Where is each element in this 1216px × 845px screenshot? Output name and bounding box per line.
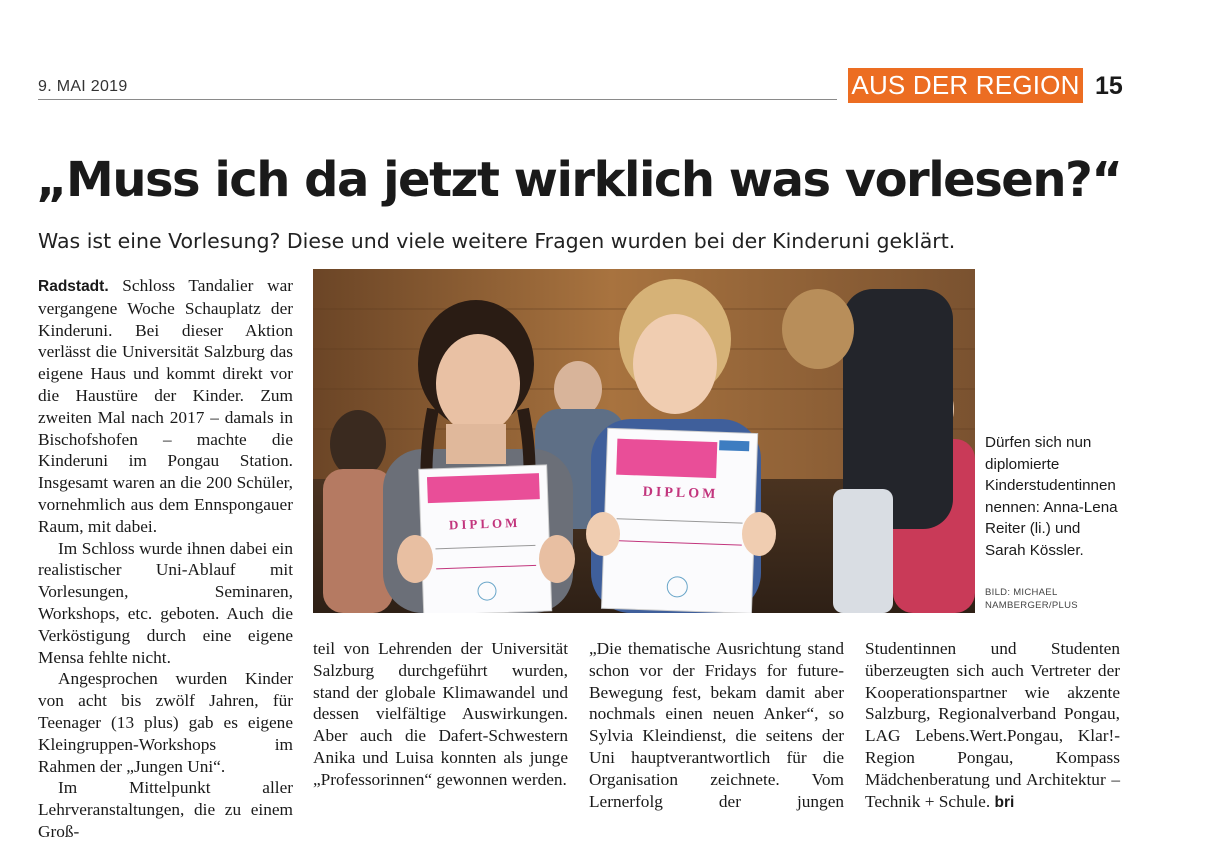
issue-date: 9. MAI 2019 [38, 78, 128, 95]
paragraph [865, 638, 1120, 813]
article-photo [313, 269, 975, 613]
author-initials: bri [994, 793, 1015, 811]
paragraph: „Die thematische Ausrichtung stand schon vor der Fridays for future-Bewegung fest, bekam damit aber nochmals einen neuen Anker“, so Sylvia Kleindienst, die seitens der Uni hauptverantwortlich für die Organisation zeichnete. Vom Lernerfolg der jungen [589, 639, 844, 811]
text-column-1 [38, 275, 293, 843]
header-rule [38, 99, 837, 100]
paragraph: Angesprochen wurden Kinder von acht bis zwölf Jahren, für Teenager (13 plus) gab es eigene Kleingruppen-Workshops im Rahmen der „Jungen Uni“. [38, 669, 293, 776]
photo-caption: Dürfen sich nun diplomierte Kinderstudentinnen nennen: Anna-Lena Reiter (li.) und Sarah Kössler. [985, 434, 1118, 559]
paragraph-text: Schloss Tandalier war vergangene Woche Schauplatz der Kinderuni. Bei dieser Aktion verlässt die Universität Salzburg das eigene Haus und kommt direkt vor die Haustüre der Kinder. Zum zweiten Mal nach 2017 – damals in Bischofshofen – machte die Kinderuni im Pongau Station. Insgesamt waren an die 200 Schüler, vornehmlich aus dem Ennspongauer Raum, mit dabei. [38, 276, 293, 536]
subheadline: Was ist eine Vorlesung? Diese und viele weitere Fragen wurden bei der Kinderuni geklärt. [38, 229, 956, 253]
paragraph [38, 275, 293, 538]
paragraph: Im Mittelpunkt aller Lehrveranstaltungen, die zu einem Groß- [38, 778, 293, 841]
headline: „Muss ich da jetzt wirklich was vorlesen?“ [36, 152, 1122, 208]
dateline: Radstadt. [38, 278, 109, 295]
diploma-title-left: DIPLOM [448, 514, 521, 533]
photo-illustration [313, 269, 975, 613]
diploma-title-right: DIPLOM [642, 484, 719, 503]
paragraph-text: Studentinnen und Studenten überzeugten sich auch Vertreter der Kooperationspartner wie akzente Salzburg, Regionalverband Pongau, LAG Lebens.Wert.Pongau, Klar!-Region Pongau, Kompass Mädchenberatung und Architektur – Technik + Schule. [865, 639, 1120, 811]
text-column-3 [589, 638, 844, 812]
page-number: 15 [1095, 72, 1123, 100]
photo-credit: BILD: MICHAEL NAMBERGER/PLUS [985, 587, 1078, 611]
paragraph: Im Schloss wurde ihnen dabei ein realistischer Uni-Ablauf mit Vorlesungen, Seminaren, Workshops, etc. geboten. Auch die Verköstigung durch eine eigene Mensa fehlte nicht. [38, 538, 293, 667]
text-column-2 [313, 638, 568, 791]
paragraph: teil von Lehrenden der Universität Salzburg durchgeführt wurden, stand der globale Klimawandel und dessen vielfältige Auswirkungen. Aber auch die Dafert-Schwestern Anika und Luisa konnten als junge „Professorinnen“ gewonnen werden. [313, 639, 568, 789]
section-label: AUS DER REGION [848, 68, 1083, 103]
text-column-4 [865, 638, 1120, 813]
